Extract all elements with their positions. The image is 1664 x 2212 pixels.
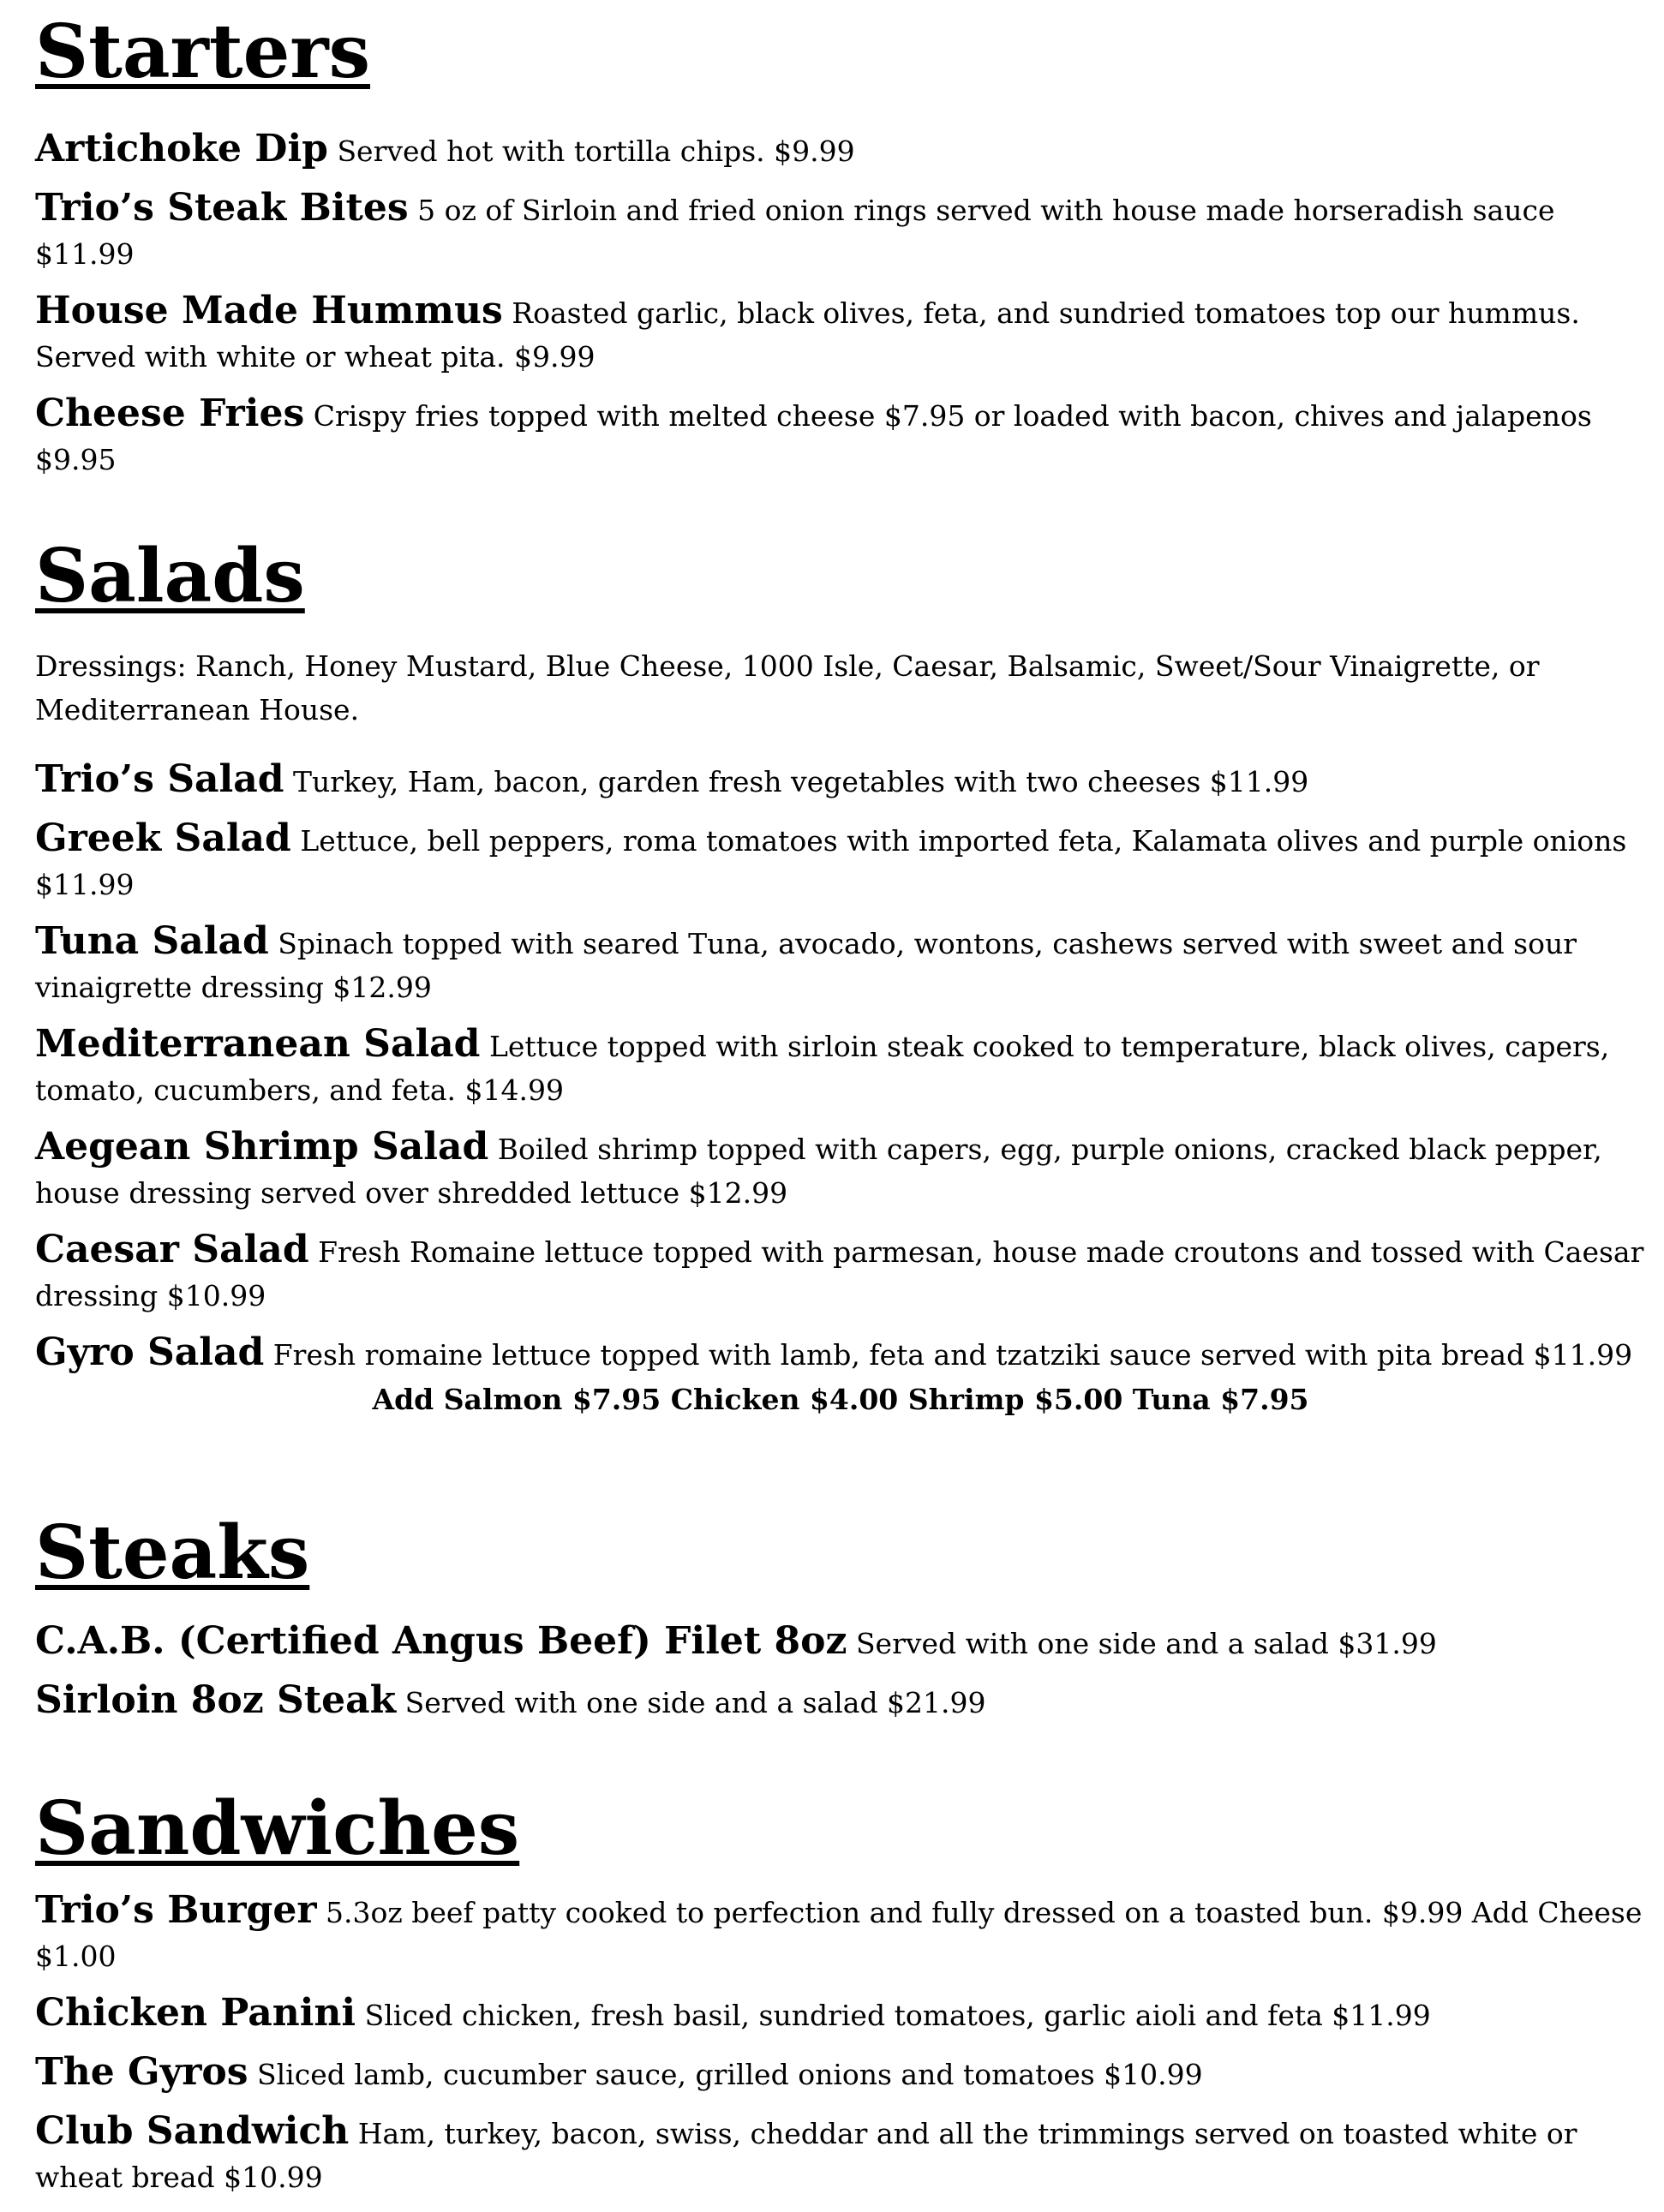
item-name: Caesar Salad (35, 1228, 309, 1271)
item-name: C.A.B. (Certified Angus Beef) Filet 8oz (35, 1619, 847, 1663)
menu-item (35, 1888, 1646, 1978)
menu-item (35, 919, 1646, 1009)
item-description: Roasted garlic, black olives, feta, and sundried tomatoes top our hummus. Served with white or wheat pita. $9.99 (35, 296, 1580, 374)
item-name: Trio’s Steak Bites (35, 186, 409, 230)
item-description: Fresh romaine lettuce topped with lamb, feta and tzatziki sauce served with pita bread $11.99 (272, 1338, 1633, 1372)
item-name: Chicken Panini (35, 1991, 356, 2035)
item-description: Lettuce topped with sirloin steak cooked to temperature, black olives, capers, tomato, cucumbers, and feta. $14.99 (35, 1030, 1610, 1107)
item-name: Cheese Fries (35, 392, 305, 435)
item-name: Sirloin 8oz Steak (35, 1678, 397, 1722)
section-sandwiches (35, 1785, 1646, 2212)
menu-item (35, 392, 1646, 481)
menu-item (35, 1678, 1646, 1725)
menu-item (35, 1619, 1646, 1665)
item-name: Artichoke Dip (35, 127, 328, 170)
section-starters (35, 9, 1646, 494)
item-description: 5.3oz beef patty cooked to perfection and fully dressed on a toasted bun. $9.99 Add Cheese $1.00 (35, 1896, 1643, 1973)
menu-item (35, 1022, 1646, 1112)
item-description: Served with one side and a salad $31.99 (855, 1627, 1437, 1660)
section-title: Sandwiches (35, 1785, 520, 1872)
item-description: Spinach topped with seared Tuna, avocado, wontons, cashews served with sweet and sour vinaigrette dressing $12.99 (35, 927, 1577, 1004)
menu-item (35, 1228, 1646, 1318)
menu-item (35, 2109, 1646, 2199)
section-salads (35, 533, 1646, 1420)
menu-item (35, 757, 1646, 804)
item-name: The Gyros (35, 2050, 248, 2094)
item-name: Trio’s Burger (35, 1888, 317, 1932)
item-description: Ham, turkey, bacon, swiss, cheddar and all the trimmings served on toasted white or wheat bread $10.99 (35, 2117, 1577, 2194)
menu-item (35, 1125, 1646, 1215)
item-name: Trio’s Salad (35, 757, 284, 801)
menu-item (35, 1991, 1646, 2037)
item-description: Crispy fries topped with melted cheese $7.95 or loaded with bacon, chives and jalapenos $9.95 (35, 399, 1592, 476)
item-name: Club Sandwich (35, 2109, 350, 2153)
item-description: Lettuce, bell peppers, roma tomatoes with imported feta, Kalamata olives and purple onions $11.99 (35, 824, 1627, 901)
menu-item (35, 1330, 1646, 1377)
menu-item (35, 186, 1646, 276)
section-steaks (35, 1510, 1646, 1737)
item-description: Turkey, Ham, bacon, garden fresh vegetables with two cheeses $11.99 (292, 765, 1309, 798)
section-title: Starters (35, 9, 371, 95)
item-description: Sliced lamb, cucumber sauce, grilled onions and tomatoes $10.99 (257, 2058, 1203, 2091)
item-description: Served with one side and a salad $21.99 (404, 1686, 986, 1719)
item-name: Aegean Shrimp Salad (35, 1125, 489, 1169)
dressings-note: Dressings: Ranch, Honey Mustard, Blue Cheese, 1000 Isle, Caesar, Balsamic, Sweet/Sour Vinaigrette, or Mediterranean House. (35, 649, 1540, 726)
item-description: Boiled shrimp topped with capers, egg, purple onions, cracked black pepper, house dressing served over shredded lettuce $12.99 (35, 1133, 1602, 1210)
section-title: Steaks (35, 1510, 310, 1596)
item-description: 5 oz of Sirloin and fried onion rings served with house made horseradish sauce $11.99 (35, 194, 1555, 271)
item-description: Sliced chicken, fresh basil, sundried tomatoes, garlic aioli and feta $11.99 (364, 1999, 1431, 2032)
item-name: Mediterranean Salad (35, 1022, 481, 1066)
item-description: Served hot with tortilla chips. $9.99 (337, 135, 855, 168)
menu-item (35, 816, 1646, 906)
item-name: Gyro Salad (35, 1330, 265, 1374)
section-title: Salads (35, 533, 305, 619)
menu-item (35, 127, 1646, 173)
item-name: Tuna Salad (35, 919, 269, 963)
menu-item (35, 289, 1646, 379)
menu-item (35, 2050, 1646, 2096)
item-name: House Made Hummus (35, 289, 503, 332)
salad-addons: Add Salmon $7.95 Chicken $4.00 Shrimp $5.00 Tuna $7.95 (372, 1383, 1309, 1416)
item-description: Fresh Romaine lettuce topped with parmesan, house made croutons and tossed with Caesar dressing $10.99 (35, 1235, 1644, 1312)
item-name: Greek Salad (35, 816, 291, 860)
